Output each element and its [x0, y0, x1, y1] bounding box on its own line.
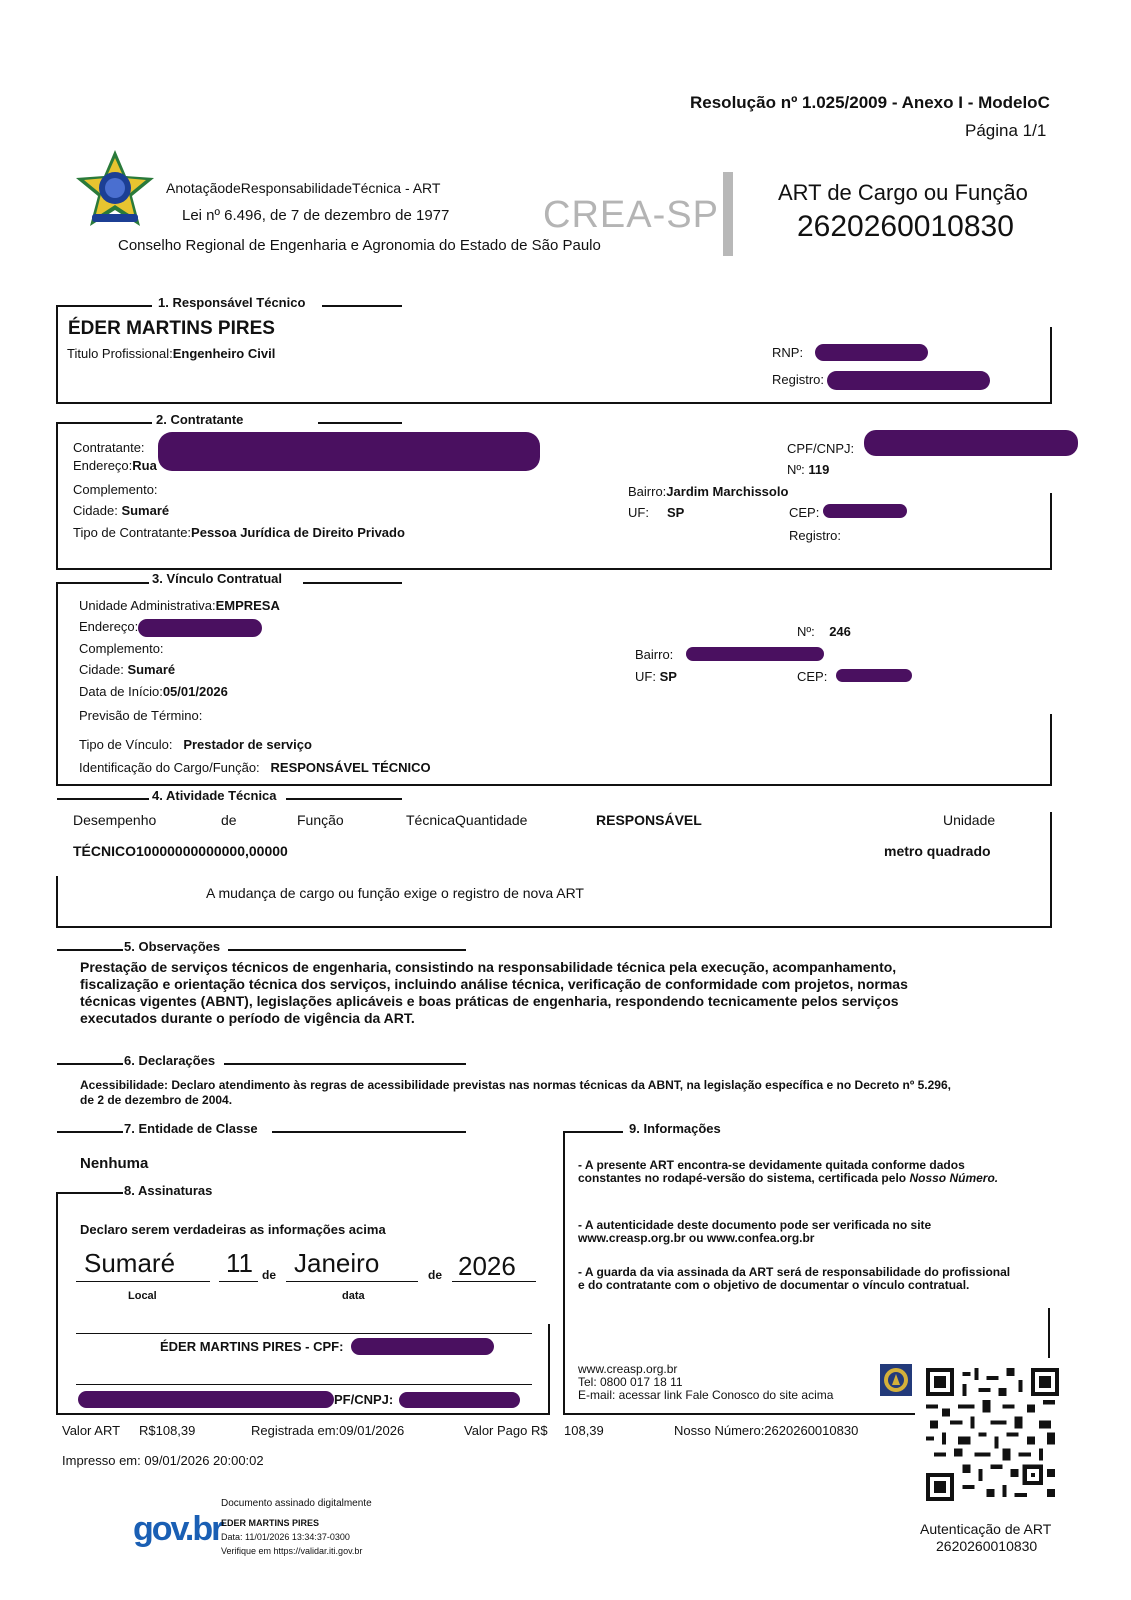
uf-row [628, 505, 684, 520]
nosso-numero: Nosso Número:2620260010830 [674, 1423, 859, 1438]
ident-value: RESPONSÁVEL TÉCNICO [270, 760, 431, 775]
s7-value: Nenhuma [80, 1155, 149, 1172]
sig-de2: de [428, 1268, 443, 1282]
info1-row [578, 1171, 998, 1185]
signer-text: ÉDER MARTINS PIRES - CPF: [160, 1339, 344, 1354]
valor-art: R$108,39 [139, 1423, 196, 1438]
redacted-signer-cpf [351, 1338, 494, 1355]
s9-right-border [1048, 1308, 1050, 1358]
gov-br-logo [133, 1510, 222, 1549]
s4-right-border [1050, 812, 1052, 928]
s9-title: 9. Informações [629, 1121, 721, 1136]
s9-left-border [563, 1131, 565, 1415]
cidade-row [73, 503, 169, 518]
s6-top-line-left [57, 1063, 123, 1065]
s1-left-border [56, 305, 58, 404]
s7-top-line-right [272, 1131, 466, 1133]
registro2-label: Registro: [789, 528, 842, 543]
redacted-bairro3 [686, 647, 824, 661]
redacted-endereco3 [138, 619, 262, 637]
brazil-coat-of-arms-icon [74, 148, 156, 230]
ident-row [79, 760, 431, 775]
crea-tel: Tel: 0800 017 18 11 [578, 1375, 683, 1389]
s5-title: 5. Observações [124, 939, 221, 954]
sig-month: Janeiro [294, 1248, 380, 1278]
s3-right-border [1050, 714, 1052, 786]
bairro-row [628, 484, 788, 499]
tipo-vinculo-value: Prestador de serviço [183, 737, 312, 752]
local-underline [76, 1281, 210, 1282]
s5-line-2: fiscalização e orientação técnica dos serviços, incluindo análise técnica, verificação de conformidade com projetos, normas [80, 976, 908, 992]
cidade3-label: Cidade: [79, 662, 124, 677]
s4-left-border [56, 876, 58, 928]
redacted-cep3 [836, 669, 912, 682]
data-label: data [342, 1290, 365, 1302]
tipo-value: Pessoa Jurídica de Direito Privado [191, 525, 405, 540]
uf3-value: SP [659, 669, 677, 684]
registrada: Registrada em:09/01/2026 [251, 1423, 405, 1438]
titulo-row [67, 346, 275, 361]
s4-col2: de [221, 812, 237, 828]
s4-note: A mudança de cargo ou função exige o registro de nova ART [206, 885, 584, 901]
s4-title: 4. Atividade Técnica [152, 788, 277, 803]
info3b: e do contratante com o objetivo de documentar o vínculo contratual. [578, 1278, 970, 1292]
s3-top-line-left [57, 582, 149, 584]
s8-declaro: Declaro serem verdadeiras as informações acima [80, 1222, 386, 1237]
s5-line-4: executados durante o período de vigência da ART. [80, 1010, 415, 1026]
registro-label: Registro: [772, 372, 825, 387]
n-label: Nº: [787, 462, 805, 477]
rnp-label: RNP: [772, 345, 804, 360]
n3-label: Nº: [797, 624, 815, 639]
endereco-value: Rua [132, 458, 157, 473]
info2b: www.creasp.org.br ou www.confea.org.br [578, 1231, 815, 1245]
endereco3-label: Endereço: [79, 619, 139, 634]
sig-de1: de [262, 1268, 277, 1282]
info1a: - A presente ART encontra-se devidamente quitada conforme dados [578, 1158, 965, 1172]
info1c: Nosso Número. [909, 1171, 999, 1185]
tipo-vinculo-label: Tipo de Vínculo: [79, 737, 173, 752]
s4-col1: Desempenho [73, 812, 157, 828]
redacted-cpf [864, 430, 1078, 456]
sig-year: 2026 [458, 1251, 516, 1281]
uf-value: SP [667, 505, 685, 520]
s1-right-border [1050, 327, 1052, 404]
cpf-label: CPF/CNPJ: [787, 441, 855, 456]
s6-line-1: Acessibilidade: Declaro atendimento às regras de acessibilidade previstas nas normas técnicas da ABNT, na legislação específica e no Decreto nº 5.296, [80, 1078, 951, 1092]
qr-code-icon[interactable] [926, 1368, 1059, 1501]
sig-local: Sumaré [84, 1248, 176, 1278]
s5-top-line-left [57, 949, 123, 951]
s1-bottom-line [56, 402, 1052, 404]
s6-line-2: de 2 de dezembro de 2004. [80, 1093, 233, 1107]
cep-label: CEP: [789, 505, 820, 520]
unidade-row [79, 598, 280, 613]
titulo-label: Titulo Profissional: [67, 346, 173, 361]
s4-top-line-left [57, 798, 149, 800]
gov-line-3: Data: 11/01/2026 13:34:37-0300 [221, 1532, 350, 1542]
art-title: AnotaçãodeResponsabilidadeTécnica - ART [166, 180, 441, 196]
local-label: Local [128, 1290, 157, 1302]
s2-right-border [1050, 493, 1052, 570]
law-text: Lei nº 6.496, de 7 de dezembro de 1977 [182, 207, 450, 224]
s4-col4: TécnicaQuantidade [406, 812, 528, 828]
redacted-contratante-sig [78, 1391, 334, 1408]
crea-email: E-mail: acessar link Fale Conosco do site acima [578, 1388, 834, 1402]
crea-seal-icon [879, 1363, 913, 1397]
redacted-contract-cpf [399, 1392, 520, 1408]
complemento-label: Complemento: [73, 482, 158, 497]
bairro-value: Jardim Marchissolo [666, 484, 789, 499]
s3-top-line-right [303, 582, 402, 584]
s2-top-line-right [318, 422, 402, 424]
s4-bottom-line [56, 926, 1052, 928]
n-row [787, 462, 829, 477]
art-number: 2620260010830 [797, 210, 1014, 243]
cep3-label: CEP: [797, 669, 828, 684]
s7-title: 7. Entidade de Classe [124, 1121, 258, 1136]
tipo-label: Tipo de Contratante: [73, 525, 192, 540]
s8-top-line-left [57, 1192, 123, 1194]
redacted-cep [823, 504, 907, 518]
s2-title: 2. Contratante [156, 412, 244, 427]
unidade-value: EMPRESA [215, 598, 280, 613]
uf3-label: UF: [635, 669, 656, 684]
s4-value-line: TÉCNICO10000000000000,00000 [73, 843, 288, 859]
uf-label: UF: [628, 505, 649, 520]
crea-site: www.creasp.org.br [578, 1362, 678, 1376]
s4-unit: metro quadrado [884, 843, 991, 859]
cidade-label: Cidade: [73, 503, 118, 518]
auth-label: Autenticação de ART [920, 1521, 1052, 1537]
s4-col5: RESPONSÁVEL [596, 812, 702, 828]
s5-line-3: técnicas vigentes (ABNT), legislações aplicáveis e boas práticas de engenharia, respondendo tecnicamente pelos serviços [80, 993, 899, 1009]
auth-number: 2620260010830 [936, 1538, 1038, 1554]
sig2-line [76, 1384, 532, 1385]
s5-line-1: Prestação de serviços técnicos de engenharia, consistindo na responsabilidade técnica pela execução, acompanhamento, [80, 959, 897, 975]
info3a: - A guarda da via assinada da ART será de responsabilidade do profissional [578, 1265, 1011, 1279]
s6-title: 6. Declarações [124, 1053, 216, 1068]
responsavel-name: ÉDER MARTINS PIRES [68, 318, 275, 339]
day-underline [219, 1281, 258, 1282]
s2-bottom-line [56, 568, 1052, 570]
s2-left-border [56, 422, 58, 570]
s6-top-line-right [224, 1063, 466, 1065]
s7-top-line-left [57, 1131, 123, 1133]
header-divider [723, 172, 733, 256]
inicio-row [79, 684, 228, 699]
tipo-contratante-row [73, 525, 405, 540]
info2a: - A autenticidade deste documento pode ser verificada no site [578, 1218, 932, 1232]
council-text: Conselho Regional de Engenharia e Agronomia do Estado de São Paulo [118, 237, 601, 254]
info1b: constantes no rodapé-versão do sistema, certificada pelo [578, 1171, 907, 1185]
resolution-text: Resolução nº 1.025/2009 - Anexo I - ModeloC [690, 93, 1050, 112]
n3-value: 246 [829, 624, 851, 639]
previsao-label: Previsão de Término: [79, 708, 203, 723]
s2-top-line-left [57, 422, 152, 424]
cidade3-value: Sumaré [127, 662, 176, 677]
art-type: ART de Cargo ou Função [778, 180, 1028, 205]
unidade-label: Unidade Administrativa: [79, 598, 216, 613]
s3-left-border [56, 582, 58, 786]
s3-bottom-line [56, 784, 1052, 786]
ident-label: Identificação do Cargo/Função: [79, 760, 260, 775]
s4-col3: Função [297, 812, 344, 828]
s9-bottom-line [563, 1413, 915, 1415]
contract-cpf-label: PF/CNPJ: [334, 1392, 394, 1407]
valor-pago: 108,39 [564, 1423, 604, 1438]
inicio-label: Data de Início: [79, 684, 163, 699]
tipo-vinculo-row [79, 737, 312, 752]
valor-pago-label: Valor Pago R$ [464, 1423, 548, 1438]
page-number: Página 1/1 [965, 121, 1047, 140]
s8-right-border [548, 1324, 550, 1414]
redacted-contratante [158, 432, 540, 471]
s8-title: 8. Assinaturas [124, 1183, 213, 1198]
n3-row [797, 624, 851, 639]
endereco-label: Endereço: [73, 458, 133, 473]
s9-top-line [563, 1131, 623, 1133]
bairro3-label: Bairro: [635, 647, 674, 662]
cidade-value: Sumaré [121, 503, 170, 518]
s4-top-line-right [286, 798, 402, 800]
s1-top-line-right [322, 305, 402, 307]
s5-top-line-right [228, 949, 466, 951]
crea-sp-logo: CREA-SP [543, 194, 719, 236]
valor-art-label: Valor ART [62, 1423, 121, 1438]
inicio-value: 05/01/2026 [162, 684, 228, 699]
s3-title: 3. Vínculo Contratual [152, 571, 283, 586]
uf3-row [635, 669, 677, 684]
complemento3-label: Complemento: [79, 641, 164, 656]
gov-line-2: EDER MARTINS PIRES [221, 1518, 320, 1528]
sig-day: 11 [226, 1248, 253, 1278]
gov-line-4: Verifique em https://validar.iti.gov.br [221, 1546, 363, 1556]
s8-left-border [56, 1192, 58, 1415]
titulo-value: Engenheiro Civil [172, 346, 276, 361]
s1-title: 1. Responsável Técnico [158, 295, 306, 310]
year-underline [452, 1281, 536, 1282]
redacted-registro [827, 371, 990, 390]
contratante-label: Contratante: [73, 440, 145, 455]
gov-br-logo-text: gov.br [133, 1510, 223, 1548]
cidade3-row [79, 662, 175, 677]
s4-col6: Unidade [943, 812, 996, 828]
n-value: 119 [808, 462, 830, 477]
s1-top-line-left [57, 305, 152, 307]
s8-bottom-line [56, 1413, 550, 1415]
month-underline [286, 1281, 418, 1282]
gov-line-1: Documento assinado digitalmente [221, 1498, 372, 1509]
bairro-label: Bairro: [628, 484, 667, 499]
endereco-row [73, 458, 157, 473]
impresso: Impresso em: 09/01/2026 20:00:02 [62, 1453, 264, 1468]
sig1-line [76, 1333, 532, 1334]
redacted-rnp [815, 344, 928, 361]
